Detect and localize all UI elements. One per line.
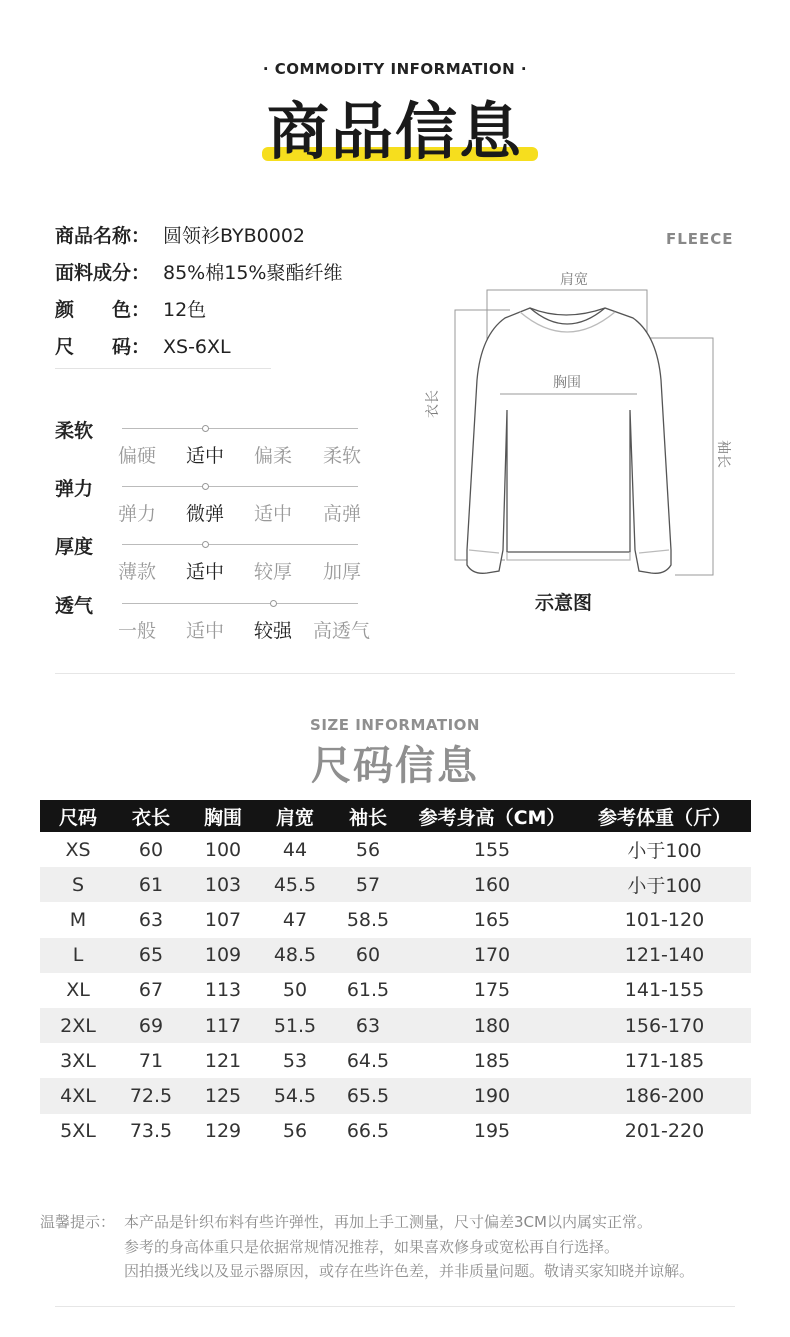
table-cell: 65 [116, 938, 186, 973]
attr-scale-marker [202, 483, 209, 490]
sleeve-label: 袖长 [715, 440, 731, 468]
attr-option-selected: 适中 [186, 561, 225, 583]
column-header: 尺码 [40, 800, 116, 832]
divider [55, 1306, 735, 1307]
table-row [40, 867, 751, 902]
table-cell: 175 [473, 979, 511, 1002]
attr-title: 透气 [55, 595, 94, 617]
table-cell: 54.5 [260, 1078, 330, 1113]
table-cell: 61 [116, 867, 186, 902]
attr-option: 较厚 [254, 561, 293, 583]
attr-option: 高弹 [323, 503, 362, 525]
size-title-en: SIZE INFORMATION [310, 716, 480, 734]
table-cell: 47 [282, 908, 308, 931]
table-cell: 71 [138, 1049, 164, 1072]
table-cell: 60 [138, 838, 164, 861]
attr-option-selected: 较强 [254, 620, 293, 642]
table-cell: 4XL [40, 1078, 116, 1113]
attr-scale-line [122, 603, 358, 604]
table-cell: 201-220 [624, 1120, 705, 1143]
table-cell: 53 [282, 1049, 308, 1072]
attr-option: 偏柔 [254, 445, 293, 467]
attr-option: 适中 [186, 620, 225, 642]
table-cell: 121-140 [578, 938, 751, 973]
attr-option-selected: 适中 [186, 445, 225, 467]
info-row-color [55, 295, 206, 322]
table-cell: 65.5 [330, 1078, 406, 1113]
table-row [40, 973, 751, 1008]
attr-option: 高透气 [313, 620, 371, 642]
size-title-cn: 尺码信息 [311, 743, 479, 789]
attr-scale-line [122, 544, 358, 545]
attr-option: 薄款 [118, 561, 157, 583]
fabric-type-label: FLEECE [666, 230, 734, 248]
attr-options [118, 499, 388, 525]
section-title [0, 92, 790, 172]
table-row [40, 832, 751, 867]
column-header: 衣长 [116, 800, 186, 832]
table-cell: 5XL [60, 1120, 96, 1143]
attr-option: 柔软 [323, 445, 362, 467]
column-header: 袖长 [330, 800, 406, 832]
section-title-cn: 商品信息 [266, 95, 523, 168]
table-cell: 155 [473, 838, 511, 861]
table-cell: 小于100 [627, 840, 702, 863]
table-cell: 121 [204, 1049, 242, 1072]
divider [55, 673, 735, 674]
chest-label: 胸围 [553, 375, 581, 391]
attr-option: 加厚 [323, 561, 362, 583]
table-cell: 195 [473, 1120, 511, 1143]
info-label: 面料成分： [55, 262, 151, 284]
table-cell: 66.5 [346, 1120, 390, 1143]
table-cell: S [40, 867, 116, 902]
table-cell: XL [66, 979, 90, 1002]
table-cell: 50 [282, 979, 308, 1002]
attr-option: 一般 [118, 620, 157, 642]
table-cell: 67 [138, 979, 164, 1002]
tips-line: 参考的身高体重只是依据常规情况推荐，如果喜欢修身或宽松再自行选择。 [124, 1237, 620, 1256]
table-row [40, 1043, 751, 1078]
column-header: 胸围 [186, 800, 260, 832]
table-row [40, 938, 751, 973]
column-header: 参考身高（CM） [406, 800, 578, 832]
table-cell: 48.5 [260, 938, 330, 973]
table-cell: 小于100 [578, 867, 751, 902]
attr-scale-marker [270, 600, 277, 607]
table-cell: 109 [186, 938, 260, 973]
info-value: XS-6XL [163, 336, 231, 358]
table-cell: 180 [406, 1008, 578, 1043]
tips-line: 本产品是针织布料有些许弹性，再加上手工测量，尺寸偏差3CM以内属实正常。 [124, 1213, 652, 1231]
section-title-en: · COMMODITY INFORMATION · [262, 60, 528, 78]
info-label: 商品名称： [55, 225, 151, 247]
table-cell: 56 [355, 838, 381, 861]
table-cell: 113 [204, 979, 242, 1002]
size-table [40, 800, 751, 1149]
garment-outline [467, 308, 671, 573]
attr-options [118, 616, 388, 642]
table-cell: 141-155 [624, 979, 705, 1002]
table-row [40, 1114, 751, 1149]
table-cell: 165 [473, 908, 511, 931]
table-cell: 170 [406, 938, 578, 973]
table-cell: 45.5 [260, 867, 330, 902]
table-cell: 51.5 [260, 1008, 330, 1043]
table-cell: 186-200 [578, 1078, 751, 1113]
table-cell: 3XL [60, 1049, 96, 1072]
table-cell: M [69, 908, 87, 931]
table-cell: 101-120 [624, 908, 705, 931]
diagram-caption: 示意图 [535, 592, 593, 614]
info-value: 85%棉15%聚酯纤维 [163, 262, 343, 284]
attr-title: 厚度 [55, 536, 94, 558]
table-cell: 73.5 [129, 1120, 173, 1143]
attr-title: 柔软 [55, 420, 94, 442]
table-cell: 129 [204, 1120, 242, 1143]
table-cell: 63 [138, 908, 164, 931]
attr-title: 弹力 [55, 478, 94, 500]
table-cell: L [40, 938, 116, 973]
table-row [40, 1008, 751, 1043]
attr-scale-marker [202, 541, 209, 548]
table-row [40, 1078, 751, 1113]
table-header-row [40, 800, 751, 832]
table-cell: 61.5 [346, 979, 390, 1002]
table-cell: 107 [204, 908, 242, 931]
info-row-size [55, 332, 231, 359]
length-label: 衣长 [425, 390, 441, 418]
info-row-fabric [55, 258, 342, 285]
sweatshirt-diagram [425, 260, 755, 590]
table-cell: XS [65, 838, 91, 861]
table-cell: 190 [406, 1078, 578, 1113]
table-cell: 58.5 [346, 908, 390, 931]
table-cell: 44 [282, 838, 308, 861]
attr-scale-line [122, 486, 358, 487]
table-cell: 117 [186, 1008, 260, 1043]
table-cell: 72.5 [116, 1078, 186, 1113]
column-header: 肩宽 [260, 800, 330, 832]
table-cell: 56 [282, 1120, 308, 1143]
table-cell: 2XL [40, 1008, 116, 1043]
table-cell: 64.5 [346, 1049, 390, 1072]
info-value: 圆领衫BYB0002 [163, 225, 305, 247]
tips-label: 温馨提示： [40, 1213, 116, 1231]
table-cell: 100 [204, 838, 242, 861]
attr-option: 偏硬 [118, 445, 157, 467]
attr-options [118, 441, 388, 467]
table-cell: 185 [473, 1049, 511, 1072]
table-cell: 171-185 [624, 1049, 705, 1072]
info-label: 尺 码： [55, 336, 151, 358]
table-cell: 125 [186, 1078, 260, 1113]
table-cell: 69 [116, 1008, 186, 1043]
attr-option-selected: 微弹 [186, 503, 225, 525]
table-row [40, 902, 751, 937]
attr-scale-line [122, 428, 358, 429]
table-cell: 156-170 [578, 1008, 751, 1043]
table-cell: 60 [330, 938, 406, 973]
table-cell: 57 [330, 867, 406, 902]
table-cell: 160 [406, 867, 578, 902]
shoulder-label: 肩宽 [560, 272, 588, 288]
column-header: 参考体重（斤） [578, 800, 751, 832]
table-cell: 63 [330, 1008, 406, 1043]
attr-option: 适中 [254, 503, 293, 525]
attr-options [118, 557, 388, 583]
attr-option: 弹力 [118, 503, 157, 525]
info-value: 12色 [163, 299, 207, 321]
divider [55, 368, 271, 369]
attr-scale-marker [202, 425, 209, 432]
table-cell: 103 [186, 867, 260, 902]
info-row-name [55, 221, 305, 248]
info-label: 颜 色： [55, 299, 151, 321]
tips-line: 因拍摄光线以及显示器原因，或存在些许色差，并非质量问题。敬请买家知晓并谅解。 [124, 1262, 695, 1280]
